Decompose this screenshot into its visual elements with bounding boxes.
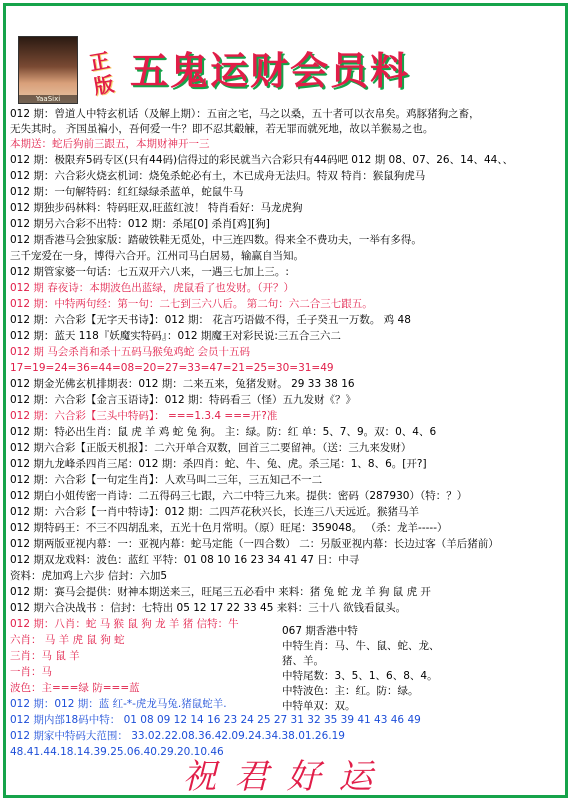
text-line: 012 期 马会杀肖和杀十五码马猴兔鸡蛇 会员十五码 bbox=[10, 346, 251, 358]
text-line: 012 期双龙戏料：波色：蓝红 平特：01 08 10 16 23 34 41 47 日：中寻 bbox=[10, 554, 360, 566]
text-line: 012 期另六合彩不出特：012 期：杀尾[0] 杀肖[鸡][狗] bbox=[10, 218, 270, 230]
text-line: 本期送：蛇后狗前三跟五，本期财神开一三 bbox=[10, 138, 210, 150]
text-line: 一肖：马 bbox=[10, 666, 52, 678]
text-line: 012 期内部18码中特： 01 08 09 12 14 16 23 24 25 27 31 32 35 39 41 43 46 49 bbox=[10, 714, 421, 726]
text-line: 012 期金光佛玄机排期表：012 期：二来五来，兔猪发财。 29 33 38 16 bbox=[10, 378, 355, 390]
text-line: 012 期：012 期：蓝 红-*-虎龙马兔.猪鼠蛇羊. bbox=[10, 698, 227, 710]
text-line: 012 期：八肖：蛇 马 猴 鼠 狗 龙 羊 猪 信特：牛 bbox=[10, 618, 239, 630]
text-line: 012 期家中特码大范围： 33.02.22.08.36.42.09.24.34.38.01.26.19 bbox=[10, 730, 345, 742]
text-line: 012 期：特必出生肖：鼠 虎 羊 鸡 蛇 兔 狗。 主：绿。防：红 单：5、7、9。双：0、4、6 bbox=[10, 426, 437, 438]
text-line: 012 期六合决战书 ：信封：七特出 05 12 17 22 33 45 来料：三十八 欲钱看鼠头。 bbox=[10, 602, 407, 614]
side-label: 正版 bbox=[87, 48, 116, 99]
text-line: 012 期 春夜诗：本期波色出蓝绿，虎鼠看了也发财。（开？） bbox=[10, 282, 294, 294]
hk-box-item: 中特单双：双。 bbox=[282, 700, 356, 712]
text-line: 012 期：六合彩火烧玄机词：烧兔杀蛇必有土，木已成舟无法归。特双 特肖：猴鼠狗虎马 bbox=[10, 170, 426, 182]
text-line: 无失其时。 齐国虽褊小，吾何爱一牛？即不忍其觳觫，若无罪而就死地，故以羊猴易之也。 bbox=[10, 123, 434, 135]
text-line: 波色：主===绿 防===蓝 bbox=[10, 682, 140, 694]
text-line: 012 期：极限弃5码专区(只有44码)信得过的彩民就当六合彩只有44码吧 012 期 08、07、26、14、44、、 bbox=[10, 154, 514, 166]
text-line: 012 期白小姐传密一肖诗：二五得码三七跟，六二中特三九来。提供：密码（287930）（特：？） bbox=[10, 490, 468, 502]
hk-box-item: 中特生肖：马、牛、鼠、蛇、龙、猪、羊。 bbox=[282, 640, 440, 667]
text-line: 012 期独步码林料：特码旺双,旺蓝红波！ 特肖看好：马龙虎狗 bbox=[10, 202, 303, 214]
text-line: 六肖： 马 羊 虎 鼠 狗 蛇 bbox=[10, 634, 125, 646]
text-line: 012 期：中特两句经：第一句：二七到三六八后。 第二句：六二合三七跟五。 bbox=[10, 298, 373, 310]
hk-box-item: 中特尾数：3、5、1、6、8、4。 bbox=[282, 670, 438, 682]
hk-box bbox=[282, 624, 452, 712]
text-line: 012 期：蓝天 118『妖魔实特码』：012 期魔王对彩民说:三五合三六二 bbox=[10, 330, 341, 342]
footer-slogan: 祝君好运 bbox=[182, 757, 391, 797]
text-line: 17=19=24=36=44=08=20=27=33=47=21=25=30=31=49 bbox=[10, 362, 334, 374]
hk-box-item: 中特波色：主：红。防：绿。 bbox=[282, 685, 419, 697]
text-line: 012 期九龙峰杀四肖三尾：012 期：杀四肖：蛇、牛、兔、虎。杀三尾：1、8、6。[开?] bbox=[10, 458, 427, 470]
text-line: 资料：虎加鸡上六步 信封：六加5 bbox=[10, 570, 168, 582]
avatar-label: YaaSixi bbox=[19, 95, 77, 103]
text-line: 012 期管家婆一句话：七五双开六八来，一遇三七加上三。: bbox=[10, 266, 289, 278]
text-line: 48.41.44.18.14.39.25.06.40.29.20.10.46 bbox=[10, 746, 224, 758]
text-line: 三肖：马 鼠 羊 bbox=[10, 650, 80, 662]
text-line: 012 期特码王：不三不四胡乱来，五光十色月常明。（原）旺尾：359048。 （杀：龙羊-----） bbox=[10, 522, 448, 534]
text-line: 012 期：六合彩【一肖中特诗】：012 期：二四芦花秋兴长，长连三八天远近。猴猪马羊 bbox=[10, 506, 420, 518]
text-line: 三千宠爱在一身，博得六合开。江州司马白居易，输赢自当知。 bbox=[10, 250, 304, 262]
text-line: 012 期：六合彩【三头中特码】： ===1.3.4 ===开?准 bbox=[10, 410, 278, 422]
text-line: 012 期六合彩【正版天机报】：二六开单合双数，回首三二要留神。（送：三九来发财） bbox=[10, 442, 412, 454]
text-line: 012 期：六合彩【无字天书诗】：012 期： 花言巧语做不得，壬子癸丑一万数。 鸡 48 bbox=[10, 314, 411, 326]
hk-box-title: 067 期香港中特 bbox=[282, 625, 358, 637]
text-line: 012 期：赛马会提供：财神本期送来三，旺尾三五必看中 来料：猪 兔 蛇 龙 羊 狗 鼠 虎 开 bbox=[10, 586, 431, 598]
text-line: 012 期两版亚视内幕：一：亚视内幕：蛇马定能（一四合数） 二：另版亚视内幕：长边过客（羊后猪前） bbox=[10, 538, 499, 550]
text-line: 012 期：六合彩【金言玉语诗】：012 期：特码看三（怪）五九发财《？》 bbox=[10, 394, 357, 406]
text-line: 012 期香港马会独家版：踏破铁鞋无觅处，中三连四数。得来全不费功夫，一举有多得。 bbox=[10, 234, 422, 246]
text-line: 012 期：六合彩【一句定生肖】：人欢马叫二三年，三五知己不一二 bbox=[10, 474, 323, 486]
text-line: 012 期：曾道人中特玄机话（及解上期）：五亩之宅，马之以桑，五十者可以衣帛矣。鸡豚猪狗之畜， bbox=[10, 108, 480, 120]
text-line: 012 期：一句解特码：红红绿绿杀蓝单，蛇鼠牛马 bbox=[10, 186, 244, 198]
avatar bbox=[18, 36, 78, 104]
header bbox=[12, 32, 557, 106]
page-title: 五鬼运财会员料 bbox=[130, 49, 411, 93]
